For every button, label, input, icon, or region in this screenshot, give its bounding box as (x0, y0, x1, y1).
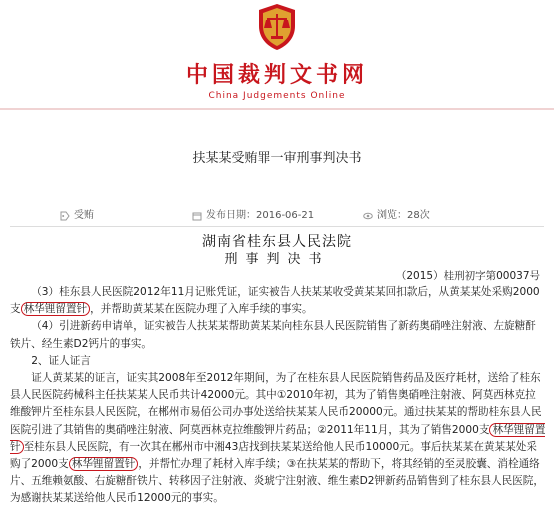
evidence-paragraph: （4）引进新药申请单，证实被告人扶某某帮助黄某某向桂东县人民医院销售了新药奥硝唑注射液、左旋糖酐铁片、经生素D2钙片的事实。 (10, 320, 536, 350)
header-divider (0, 108, 554, 110)
view-count: 浏览：28次 (377, 210, 430, 221)
publish-date: 发布日期：2016-06-21 (206, 210, 315, 221)
highlighted-term: 林华锂留置针 (10, 423, 546, 453)
case-number: （2015）桂刑初字第00037号 (395, 270, 540, 282)
section-heading: 2、证人证言 (31, 354, 91, 367)
highlighted-term: 林华锂留置针 (21, 302, 91, 316)
testimony-paragraph: 证人黄某某的证言，证实其2008年至2012年期间，为了在桂东县人民医院销售药品及医疗耗材，送给了桂东县人民医院药械科主任扶某某人民币共计42000元。其中①2010年初，其为了销售奥硝唑注射液、阿莫西林克拉维酸钾片至桂东县人民医院，在郴州市易佰公司办事处送给扶某某人民币20000元。通过扶某某的帮助桂东县人民医院引进了其销售的奥硝唑注射液、阿莫西林克拉维酸钾片药品；②2011年11月，其为了销售2000支 林华锂留置针 至桂东县人民医院，有一次其在郴州市中湘43店找到扶某某送给他人民币10000元。事后扶某某在黄某某处采购了2000支 林华锂留置针 ，并帮忙办理了耗材入库手续；③在扶某某的帮助下，将其经销的至灵胶囊、消栓通络片、五维赖氨酸、右旋糖酐铁片、转移因子注射液、炎琥宁注射液、维生素D2钾新药品销售到了桂东县人民医院，为感谢扶某某送给他人民币12000元的事实。 (10, 372, 546, 505)
eye-icon (363, 211, 373, 221)
site-subtitle: China Judgements Online (208, 91, 346, 101)
site-title: 中国裁判文书网 (185, 62, 368, 88)
document-title: 扶某某受贿罪一审刑事判决书 (192, 151, 362, 166)
court-emblem-icon (255, 2, 299, 52)
court-name: 湖南省桂东县人民法院 (202, 234, 352, 250)
calendar-icon (192, 211, 202, 221)
judgment-type: 刑事判决书 (224, 252, 330, 267)
document-meta (60, 207, 500, 225)
tag-icon (60, 211, 70, 221)
meta-divider (10, 226, 544, 227)
highlighted-term: 林华锂留置针 (69, 457, 139, 471)
judgment-body (10, 284, 546, 508)
crime-label: 受贿 (74, 210, 94, 221)
evidence-paragraph: （3）桂东县人民医院2012年11月记账凭证，证实被告人扶某某收受黄某某回扣款后，从黄某某处采购2000支 林华锂留置针 ，并帮助黄某某在医院办理了入库手续的事实。 (10, 286, 540, 316)
site-header (0, 0, 554, 110)
